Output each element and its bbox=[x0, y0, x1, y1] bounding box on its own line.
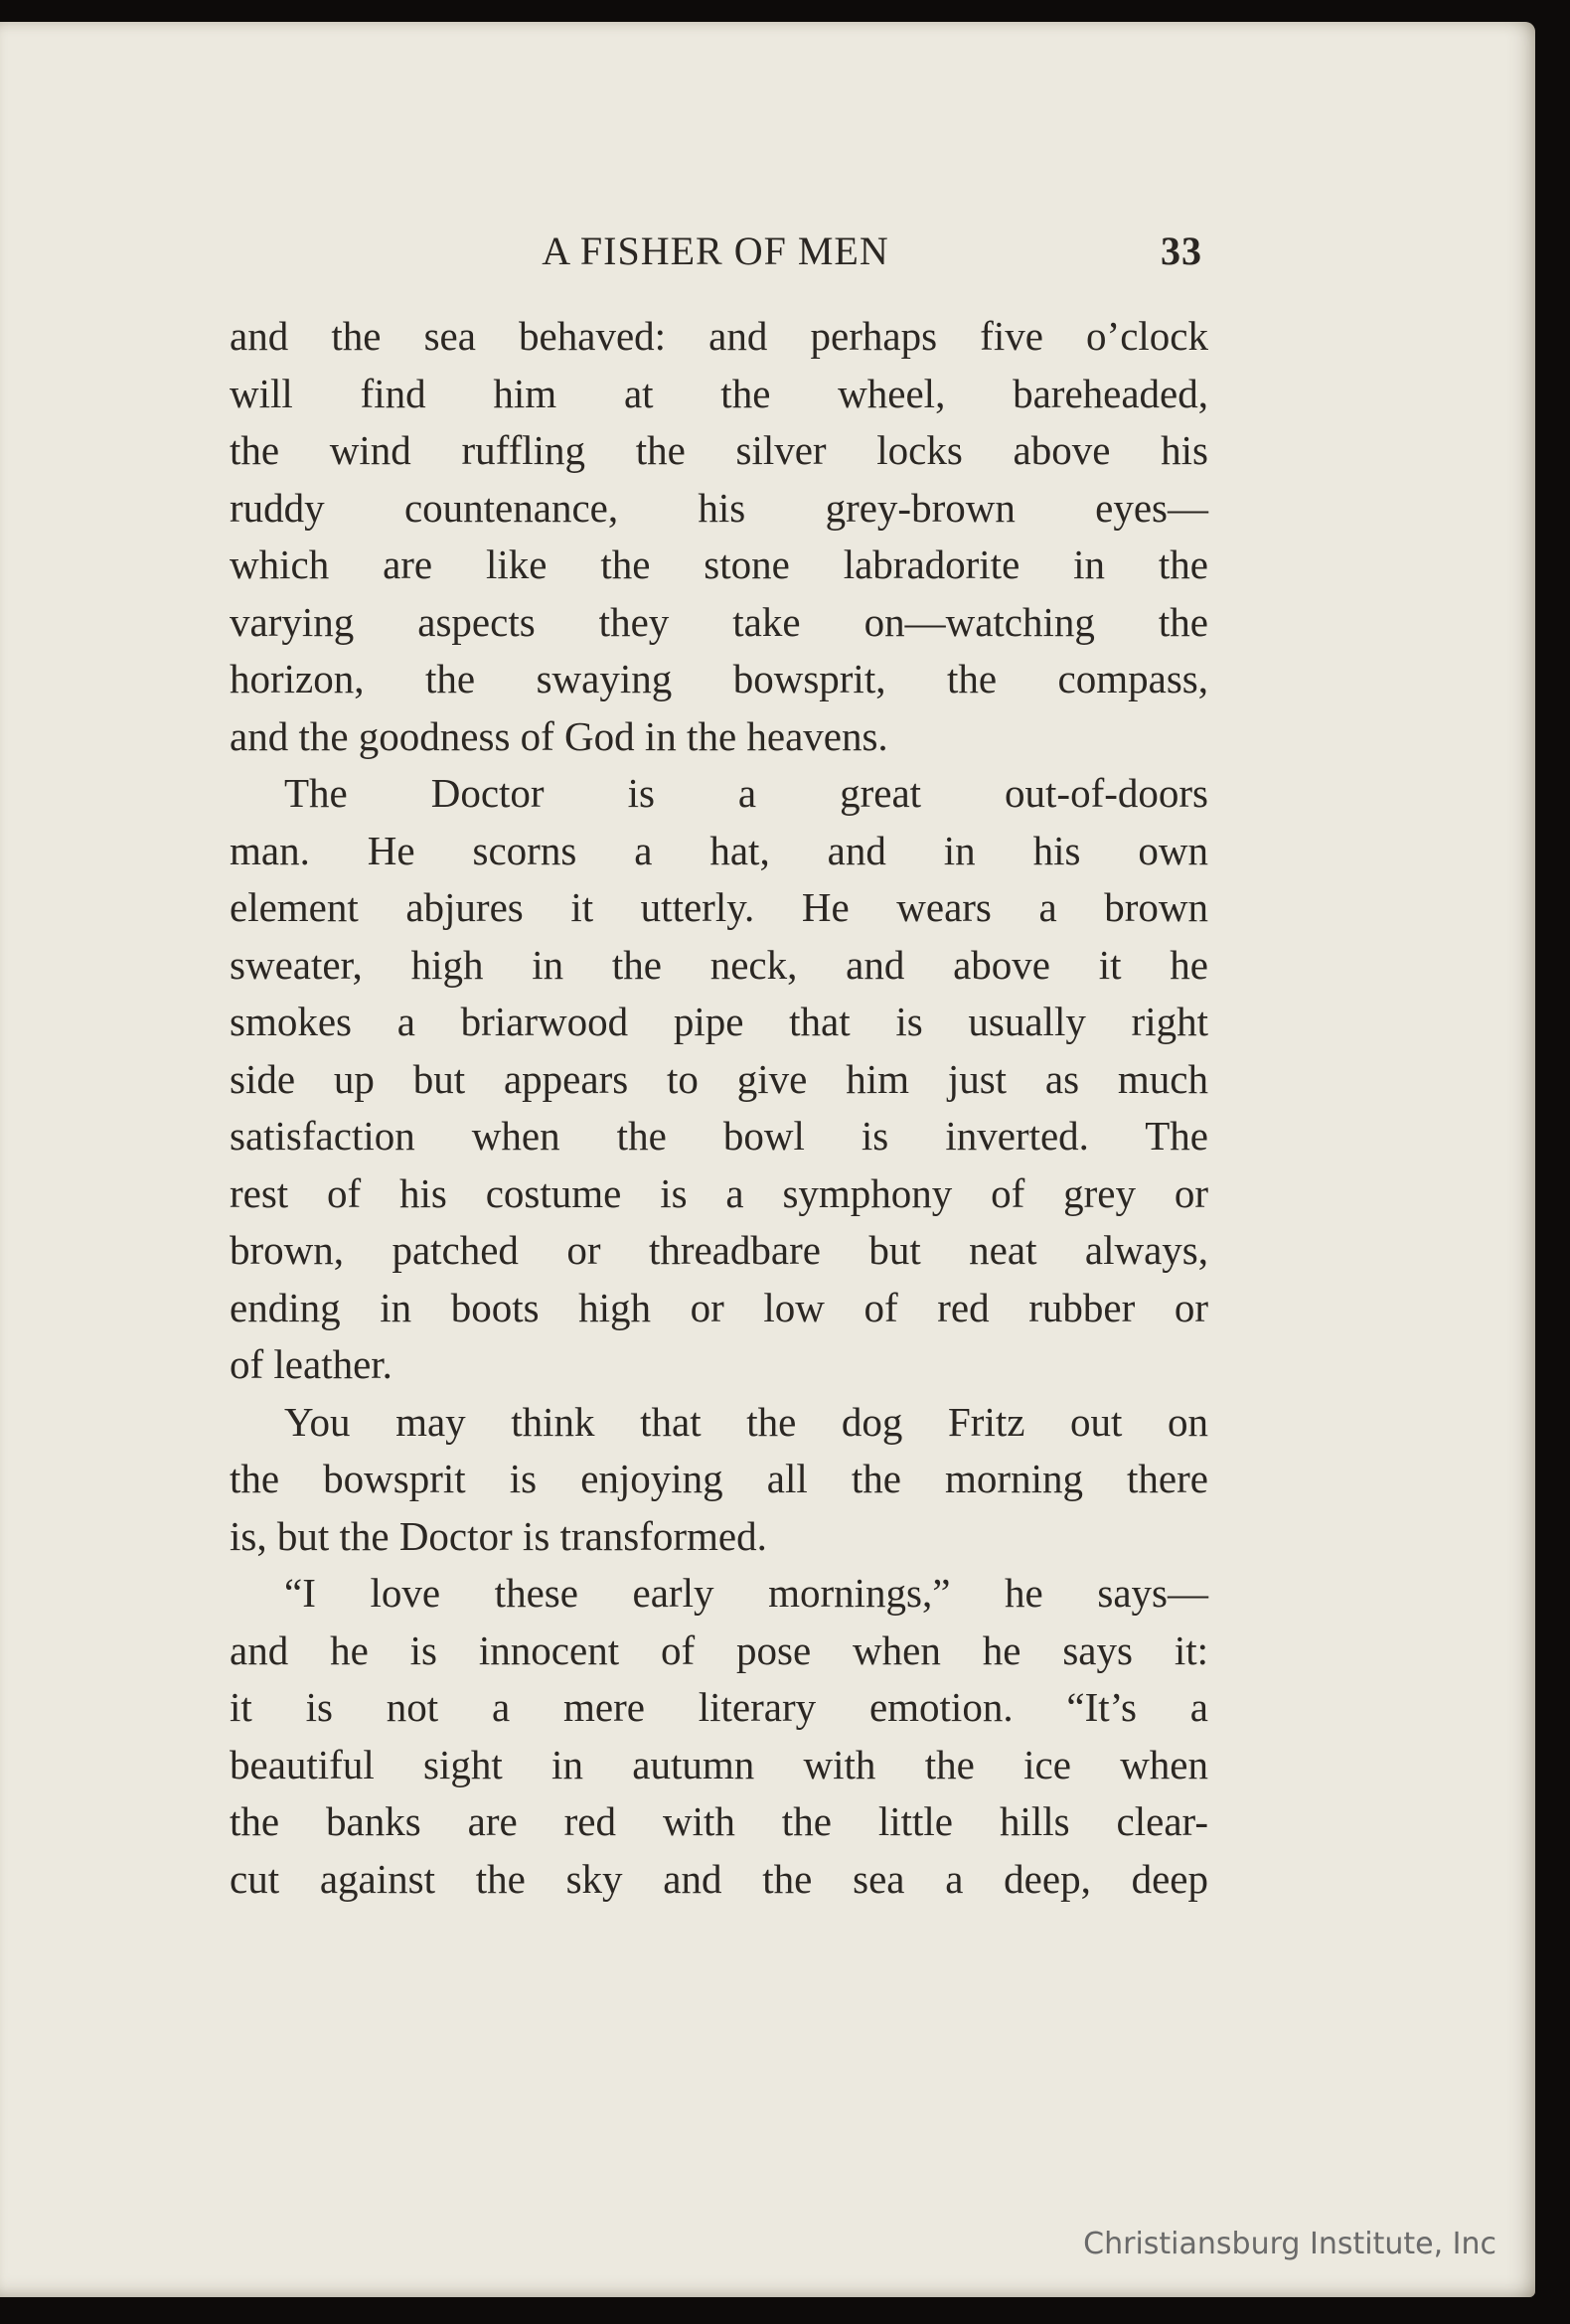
book-page bbox=[0, 22, 1535, 2297]
text-line: You may think that the dog Fritz out on bbox=[284, 1398, 1208, 1445]
text-line: it is not a mere literary emotion. “It’s a bbox=[230, 1684, 1208, 1730]
text-line: will find him at the wheel, bareheaded, bbox=[230, 370, 1208, 416]
text-line: rest of his costume is a symphony of grey or bbox=[230, 1169, 1208, 1216]
text-line: the banks are red with the little hills clear- bbox=[230, 1798, 1208, 1844]
text-line: brown, patched or threadbare but neat always, bbox=[230, 1227, 1208, 1273]
text-line: ruddy countenance, his grey-brown eyes— bbox=[230, 484, 1208, 531]
text-line: horizon, the swaying bowsprit, the compass, bbox=[230, 656, 1208, 701]
text-line: sweater, high in the neck, and above it he bbox=[230, 941, 1208, 988]
page-header bbox=[229, 228, 1202, 287]
text-line: varying aspects they take on—watching the bbox=[230, 598, 1208, 645]
text-line: of leather. bbox=[230, 1341, 392, 1387]
credit-watermark: Christiansburg Institute, Inc bbox=[1083, 2227, 1496, 2261]
text-line: and the goodness of God in the heavens. bbox=[230, 712, 888, 759]
text-line: man. He scorns a hat, and in his own bbox=[230, 827, 1208, 873]
running-title: A FISHER OF MEN bbox=[542, 229, 889, 273]
text-line: smokes a briarwood pipe that is usually right bbox=[230, 999, 1208, 1044]
text-line: side up but appears to give him just as much bbox=[230, 1055, 1208, 1102]
text-line: the wind ruffling the silver locks above his bbox=[230, 427, 1208, 473]
text-line: which are like the stone labradorite in the bbox=[230, 542, 1208, 587]
text-line: is, but the Doctor is transformed. bbox=[230, 1512, 767, 1559]
text-line: ending in boots high or low of red rubber or bbox=[230, 1284, 1208, 1330]
text-line: the bowsprit is enjoying all the morning there bbox=[230, 1456, 1208, 1501]
text-line: and he is innocent of pose when he says it: bbox=[230, 1627, 1208, 1673]
text-line: and the sea behaved: and perhaps five o’clock bbox=[230, 313, 1208, 359]
text-line: satisfaction when the bowl is inverted. The bbox=[230, 1113, 1208, 1159]
text-line: beautiful sight in autumn with the ice when bbox=[230, 1741, 1208, 1787]
text-line: cut against the sky and the sea a deep, deep bbox=[230, 1855, 1208, 1902]
text-line: element abjures it utterly. He wears a brown bbox=[230, 884, 1208, 930]
page-number: 33 bbox=[1161, 229, 1202, 273]
text-line: “I love these early mornings,” he says— bbox=[284, 1570, 1208, 1616]
text-line: The Doctor is a great out-of-doors bbox=[284, 770, 1208, 816]
body-text bbox=[230, 308, 1208, 1908]
